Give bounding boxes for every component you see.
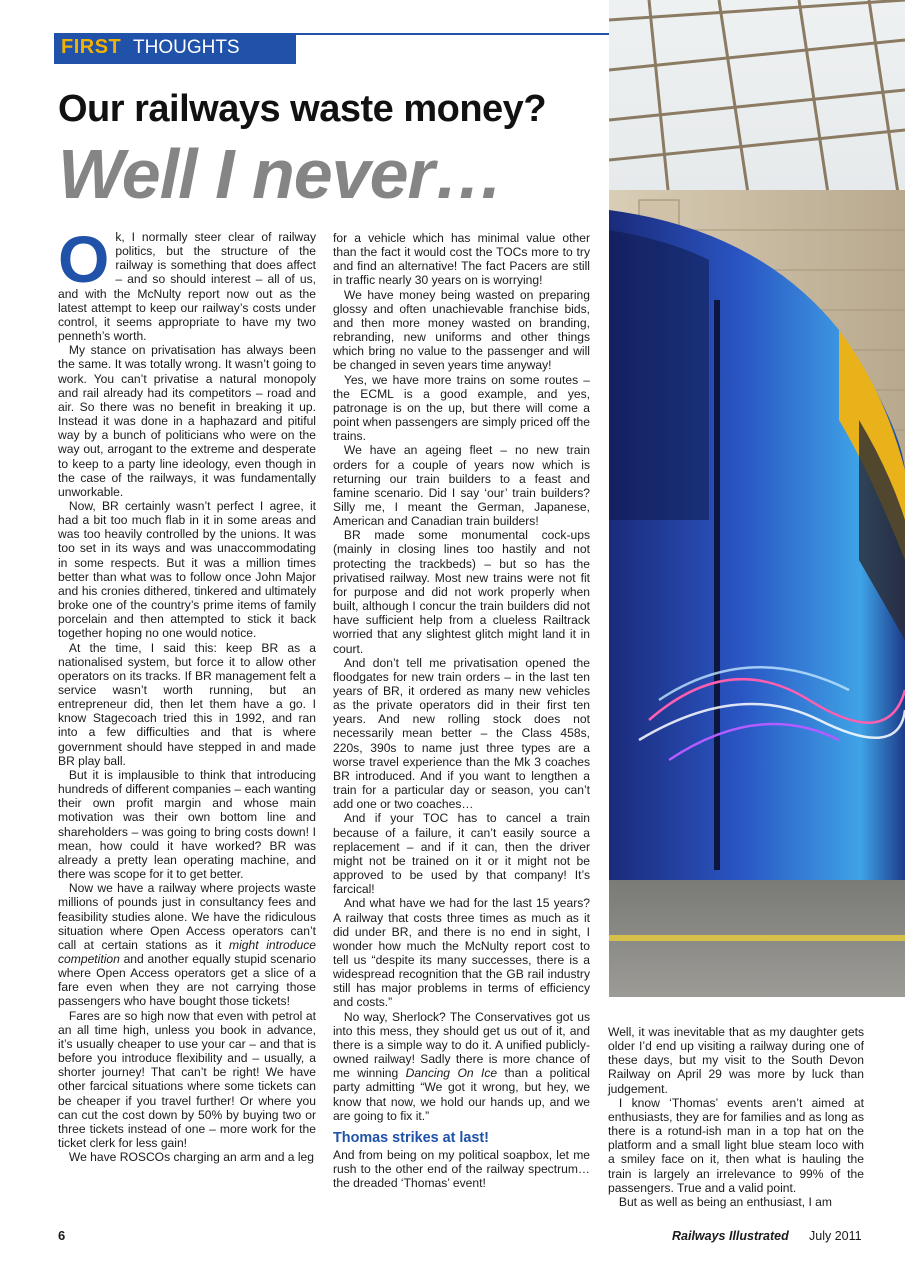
paragraph-text: No way, Sherlock? The Conservatives got us into this mess, they should get us out of it, and there is a simple way to do it. A unified publicly-owned railway! Sadly there is more chance of me winning bbox=[333, 1009, 590, 1081]
issue-date: July 2011 bbox=[809, 1229, 862, 1243]
emphasis-text: might introduce competition bbox=[58, 937, 316, 966]
article-paragraph: We have an ageing fleet – no new train orders for a couple of years now which is returning our train builders to a feast and famine scenario. Did I say ‘our’ train builders? Silly me, I meant the German, Japanese, American and Canadian train builders! bbox=[333, 443, 590, 529]
article-paragraph bbox=[58, 222, 316, 344]
article-paragraph: BR made some monumental cock-ups (mainly in closing lines too hastily and not protecting the trackbeds) – but so has the privatised railway. Most new trains were not fit for purpose and did not work properly when built, although I concur the train builders did not have sufficient help from a clueless Railtrack worried that any slightest glitch might land it in court. bbox=[333, 528, 590, 656]
article-paragraph: But as well as being an enthusiast, I am bbox=[618, 1194, 832, 1209]
article-paragraph: At the time, I said this: keep BR as a nationalised system, but force it to allow other operators on its tracks. If BR management felt a service wasn’t worth running, but an entrepreneur did, then let them have a go. I know Stagecoach tried this in 1992, and ran into a few difficulties and that is where government should have stepped in and made BR play ball. bbox=[58, 640, 316, 768]
article-paragraph: And don’t tell me privatisation opened the floodgates for new train orders – in the last ten years of BR, it ordered as many new vehicles as the private operators did in their first ten years. And new rolling stock does not necessarily mean better – the Class 458s, 220s, 390s to name just three types are a worse travel experience than the Mk 3 coaches BR introduced. And if you want to lengthen a train for a particular day or season, you can’t add one or two coaches… bbox=[333, 655, 590, 812]
paragraph-text: and another equally stupid scenario where Open Access operators get a slice of a fare even when they are not carrying those passengers who have bought those tickets! bbox=[58, 951, 316, 1009]
article-paragraph: We have ROSCOs charging an arm and a leg bbox=[68, 1150, 315, 1165]
article-paragraph: I know ‘Thomas’ events aren’t aimed at enthusiasts, they are for families and as long as there is a rotund-ish man in a top hat on the platform and a small light blue steam loco with a smiley face on it, then what is hauling the train is largely an irrelevance to 99% of the passengers. True and a valid point. bbox=[608, 1095, 864, 1195]
headline-line-2: Well I never… bbox=[58, 135, 503, 213]
section-label-thoughts: THOUGHTS bbox=[133, 37, 240, 58]
paragraph-text: k, I normally steer clear of railway politics, but the structure of the railway is something that does affect – and so should interest – all of us, and with the McNulty report now out as the latest attempt to keep our railway’s costs under control, it seems appropriate to have my two penneth’s worth. bbox=[58, 230, 316, 344]
article-column-1 bbox=[58, 222, 316, 1165]
article-paragraph: Yes, we have more trains on some routes – the ECML is a good example, and yes, patronage is on the up, but there will come a point when passengers are simply priced off the trains. bbox=[333, 372, 590, 444]
section-label-first: FIRST bbox=[61, 36, 122, 58]
article-paragraph: Now, BR certainly wasn’t perfect I agree, it had a bit too much flab in it in some areas and was too heavily controlled by the unions. It was too set in its ways and was unaccommodating in some respects. But it was a million times better than what was to follow once John Major and his cronies dithered, tinkered and ultimately broke one of the country’s prime items of family porcelain and then attempted to stick it back together hoping no one would notice. bbox=[58, 498, 316, 641]
article-paragraph: My stance on privatisation has always been the same. It was totally wrong. It wasn’t going to work. You can’t privatise a natural monopoly and rail already had its competitors – road and air. So there was no benefit in breaking it up. Instead it was done in a haphazard and pitiful way by a bunch of politicians who were on the way out, arrogant to the extreme and desperate to keep to a party line ideology, even though in the case of the railways, it was fundamentally unworkable. bbox=[58, 343, 316, 499]
article-paragraph bbox=[58, 881, 316, 1008]
article-paragraph: Fares are so high now that even with petrol at an all time high, unless you book in advance, it’s usually cheaper to use your car – and that is before you introduce flexibility and – usually, a shorter journey! That can’t be right! We have other farcical situations where some tickets can be cheaper if you travel further! Or where you can cut the cost down by 50% by buying two or three tickets instead of one – more work for the ticket clerk for less gain! bbox=[58, 1008, 316, 1150]
article-paragraph: for a vehicle which has minimal value other than the fact it would cost the TOCs more to try and find an alternative! The fact Pacers are still in traffic nearly 30 years on is worrying! bbox=[333, 231, 590, 288]
article-paragraph: And if your TOC has to cancel a train because of a failure, it can’t easily source a replacement – and if it can, then the driver might not be trained on it or it might not be approved to be used by that company! It’s farcical! bbox=[333, 811, 590, 897]
page-number: 6 bbox=[58, 1228, 66, 1243]
emphasis-text: Dancing On Ice bbox=[405, 1066, 498, 1081]
article-paragraph: Well, it was inevitable that as my daughter gets older I’d end up visiting a railway during one of these days, but my visit to the South Devon Railway on April 29 was more by luck than judgement. bbox=[608, 1025, 864, 1096]
article-column-3 bbox=[608, 1025, 864, 1209]
article-paragraph bbox=[333, 1010, 590, 1123]
paragraph-text: Now we have a railway where projects waste millions of pounds just in consultancy fees and feasibility studies alone. We have the ridiculous situation where Open Access operators can’t call at certain stations as it bbox=[58, 881, 316, 952]
article-column-2 bbox=[333, 231, 590, 1190]
article-subheading: Thomas strikes at last! bbox=[333, 1129, 489, 1146]
article-paragraph: And from being on my political soapbox, let me rush to the other end of the railway spectrum… the dreaded ‘Thomas’ event! bbox=[333, 1147, 590, 1191]
paragraph-text: than a political party admitting “We got it wrong, but hey, we know that now, we hold our hands up, and we are going to fix it.” bbox=[333, 1066, 590, 1123]
article-paragraph: We have money being wasted on preparing glossy and often unachievable franchise bids, and then more money wasted on branding, rebranding, new uniforms and other things which bring no value to the passenger and will be changed in seven years time anyway! bbox=[333, 287, 590, 373]
headline-line-1: Our railways waste money? bbox=[58, 88, 547, 130]
article-paragraph: And what have we had for the last 15 years? A railway that costs three times as much as it did under BR, and there is no end in sight, I wonder how much the McNulty report cost to tell us “despite its many successes, there is a widespread recognition that the GB rail industry still has major problems in terms of efficiency and costs.” bbox=[333, 896, 590, 1010]
article-paragraph: But it is implausible to think that introducing hundreds of different companies – each wanting their own profit margin and whose main motivation was their own bottom line and shareholders – was going to bring costs down! I mean, how could it have worked? BR was already a pretty lean operating machine, and there was scope for it to get better. bbox=[58, 767, 316, 882]
train-photo bbox=[609, 0, 905, 997]
drop-cap: O bbox=[58, 222, 110, 296]
magazine-name: Railways Illustrated bbox=[672, 1229, 789, 1243]
